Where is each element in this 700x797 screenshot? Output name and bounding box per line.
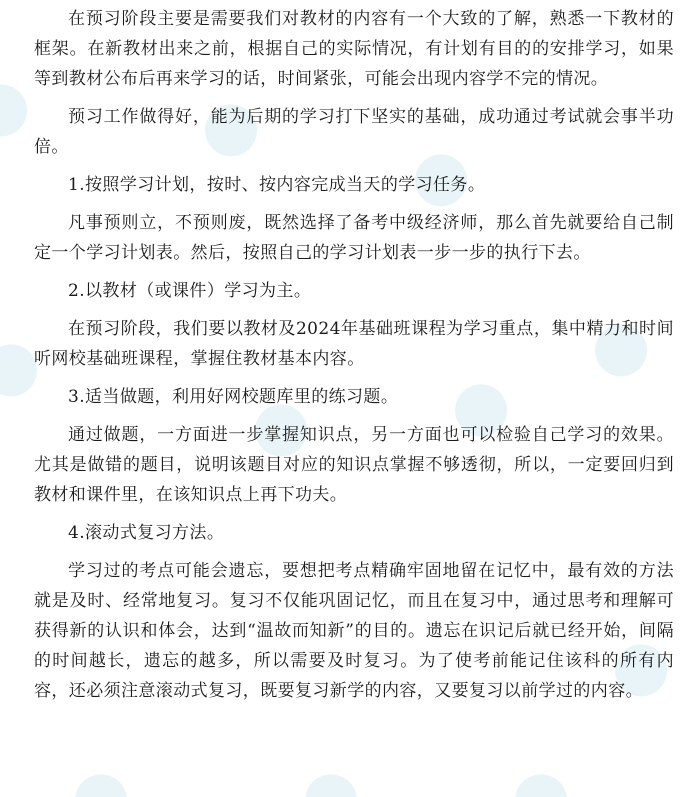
paragraph-preview-benefit: 预习工作做得好，能为后期的学习打下坚实的基础，成功通过考试就会事半功倍。 bbox=[34, 107, 674, 157]
paragraph-practice: 通过做题，一方面进一步掌握知识点，另一方面也可以检验自己学习的效果。尤其是做错的题目，说明该题目对应的知识点掌握不够透彻，所以，一定要回归到教材和课件里，在该知识点上再下功夫。 bbox=[34, 425, 674, 505]
watermark-logo-icon bbox=[64, 764, 138, 797]
watermark-logo-icon bbox=[504, 764, 578, 797]
paragraph-intro: 在预习阶段主要是需要我们对教材的内容有一个大致的了解，熟悉一下教材的框架。在新教材出来之前，根据自己的实际情况，有计划有目的的安排学习，如果等到教材公布后再来学习的话，时间紧张，可能会出现内容学不完的情况。 bbox=[34, 9, 674, 89]
section-heading-4: 4.滚动式复习方法。 bbox=[68, 523, 225, 543]
section-heading-3: 3.适当做题，利用好网校题库里的练习题。 bbox=[68, 387, 399, 407]
section-heading-1: 1.按照学习计划，按时、按内容完成当天的学习任务。 bbox=[68, 175, 486, 195]
paragraph-study-plan: 凡事预则立，不预则废，既然选择了备考中级经济师，那么首先就要给自己制定一个学习计划表。然后，按照自己的学习计划表一步一步的执行下去。 bbox=[34, 213, 674, 263]
paragraph-review-method: 学习过的考点可能会遗忘，要想把考点精确牢固地留在记忆中，最有效的方法就是及时、经常地复习。复习不仅能巩固记忆，而且在复习中，通过思考和理解可获得新的认识和体会，达到“温故而知新”的目的。遗忘在识记后就已经开始，间隔的时间越长，遗忘的越多，所以需要及时复习。为了使考前能记住该科的所有内容，还必须注意滚动式复习，既要复习新学的内容，又要复习以前学过的内容。 bbox=[34, 561, 674, 701]
paragraph-textbook-focus: 在预习阶段，我们要以教材及2024年基础班课程为学习重点，集中精力和时间听网校基础班课程，掌握住教材基本内容。 bbox=[34, 319, 674, 369]
section-heading-2: 2.以教材（或课件）学习为主。 bbox=[68, 281, 312, 301]
article-body bbox=[34, 4, 674, 714]
watermark-logo-icon bbox=[0, 74, 38, 148]
watermark-logo-icon bbox=[294, 764, 368, 797]
